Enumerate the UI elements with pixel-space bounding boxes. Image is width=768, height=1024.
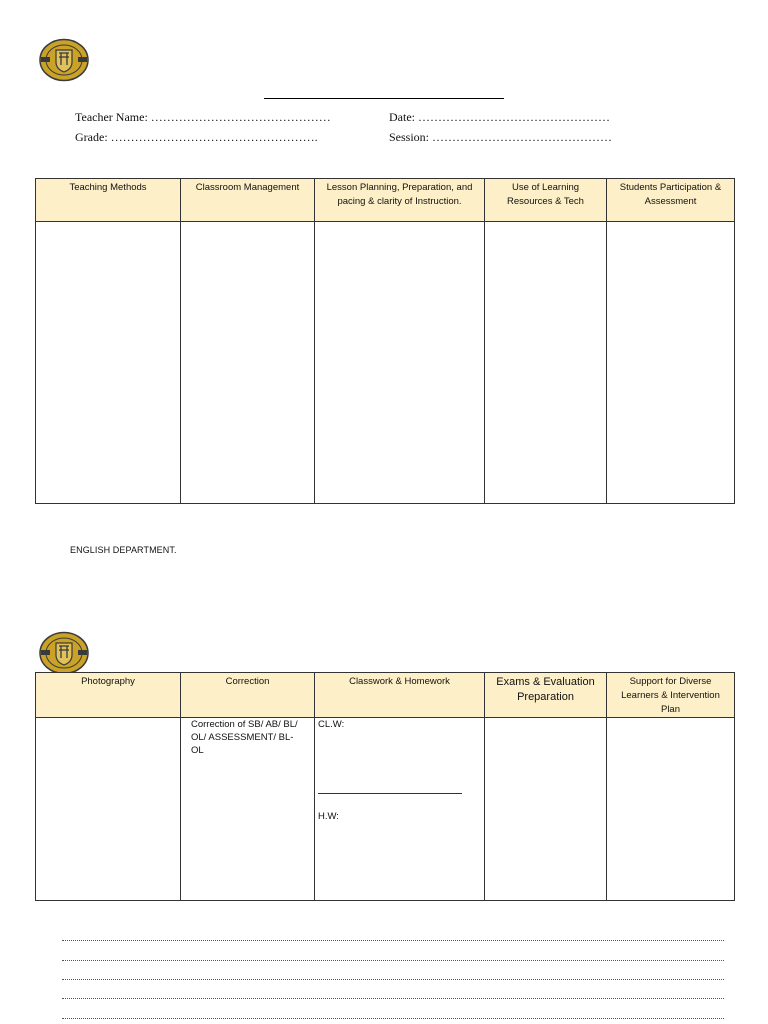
cell-classroom-management[interactable]	[181, 222, 315, 504]
observation-table-1	[35, 178, 735, 504]
header-diverse-learners: Support for Diverse Learners & Intervention Plan	[607, 673, 735, 718]
classwork-label: CL.W:	[318, 719, 345, 730]
teacher-name-field: Teacher Name: ………………………………………	[75, 110, 331, 124]
date-field: Date: …………………………………………	[389, 110, 610, 124]
school-crest-logo-graphic-2	[39, 631, 89, 675]
correction-text: Correction of SB/ AB/ BL/ OL/ ASSESSMENT/ BL-OL	[191, 719, 298, 756]
cell-diverse-learners[interactable]	[607, 718, 735, 901]
cell-teaching-methods[interactable]	[36, 222, 181, 504]
classwork-underline	[318, 793, 462, 794]
observation-table-2	[35, 672, 735, 901]
cell-photography[interactable]	[36, 718, 181, 901]
header-learning-resources: Use of Learning Resources & Tech	[485, 179, 607, 222]
school-crest-logo-2	[39, 631, 89, 675]
header-classroom-management: Classroom Management	[181, 179, 315, 222]
school-crest-logo	[39, 38, 89, 82]
cell-lesson-planning[interactable]	[315, 222, 485, 504]
header-correction: Correction	[181, 673, 315, 718]
cell-exams-evaluation[interactable]	[485, 718, 607, 901]
header-photography: Photography	[36, 673, 181, 718]
cell-correction[interactable]	[181, 718, 315, 901]
cell-classwork-homework[interactable]	[315, 718, 485, 901]
session-field: Session: ………………………………………	[389, 130, 613, 144]
comment-line[interactable]	[62, 960, 724, 961]
grade-field: Grade: …………………………………………….	[75, 130, 318, 144]
comment-line[interactable]	[62, 940, 724, 941]
school-crest-logo-graphic	[39, 38, 89, 82]
title-underline	[264, 98, 504, 99]
header-student-participation: Students Participation & Assessment	[607, 179, 735, 222]
cell-learning-resources[interactable]	[485, 222, 607, 504]
header-classwork-homework: Classwork & Homework	[315, 673, 485, 718]
comment-line[interactable]	[62, 979, 724, 980]
header-lesson-planning: Lesson Planning, Preparation, and pacing & clarity of Instruction.	[315, 179, 485, 222]
comment-line[interactable]	[62, 1018, 724, 1019]
comment-line[interactable]	[62, 998, 724, 999]
homework-label: H.W:	[318, 811, 339, 822]
cell-student-participation[interactable]	[607, 222, 735, 504]
department-label: ENGLISH DEPARTMENT.	[70, 545, 177, 555]
header-teaching-methods: Teaching Methods	[36, 179, 181, 222]
header-exams-evaluation: Exams & Evaluation Preparation	[485, 673, 607, 718]
